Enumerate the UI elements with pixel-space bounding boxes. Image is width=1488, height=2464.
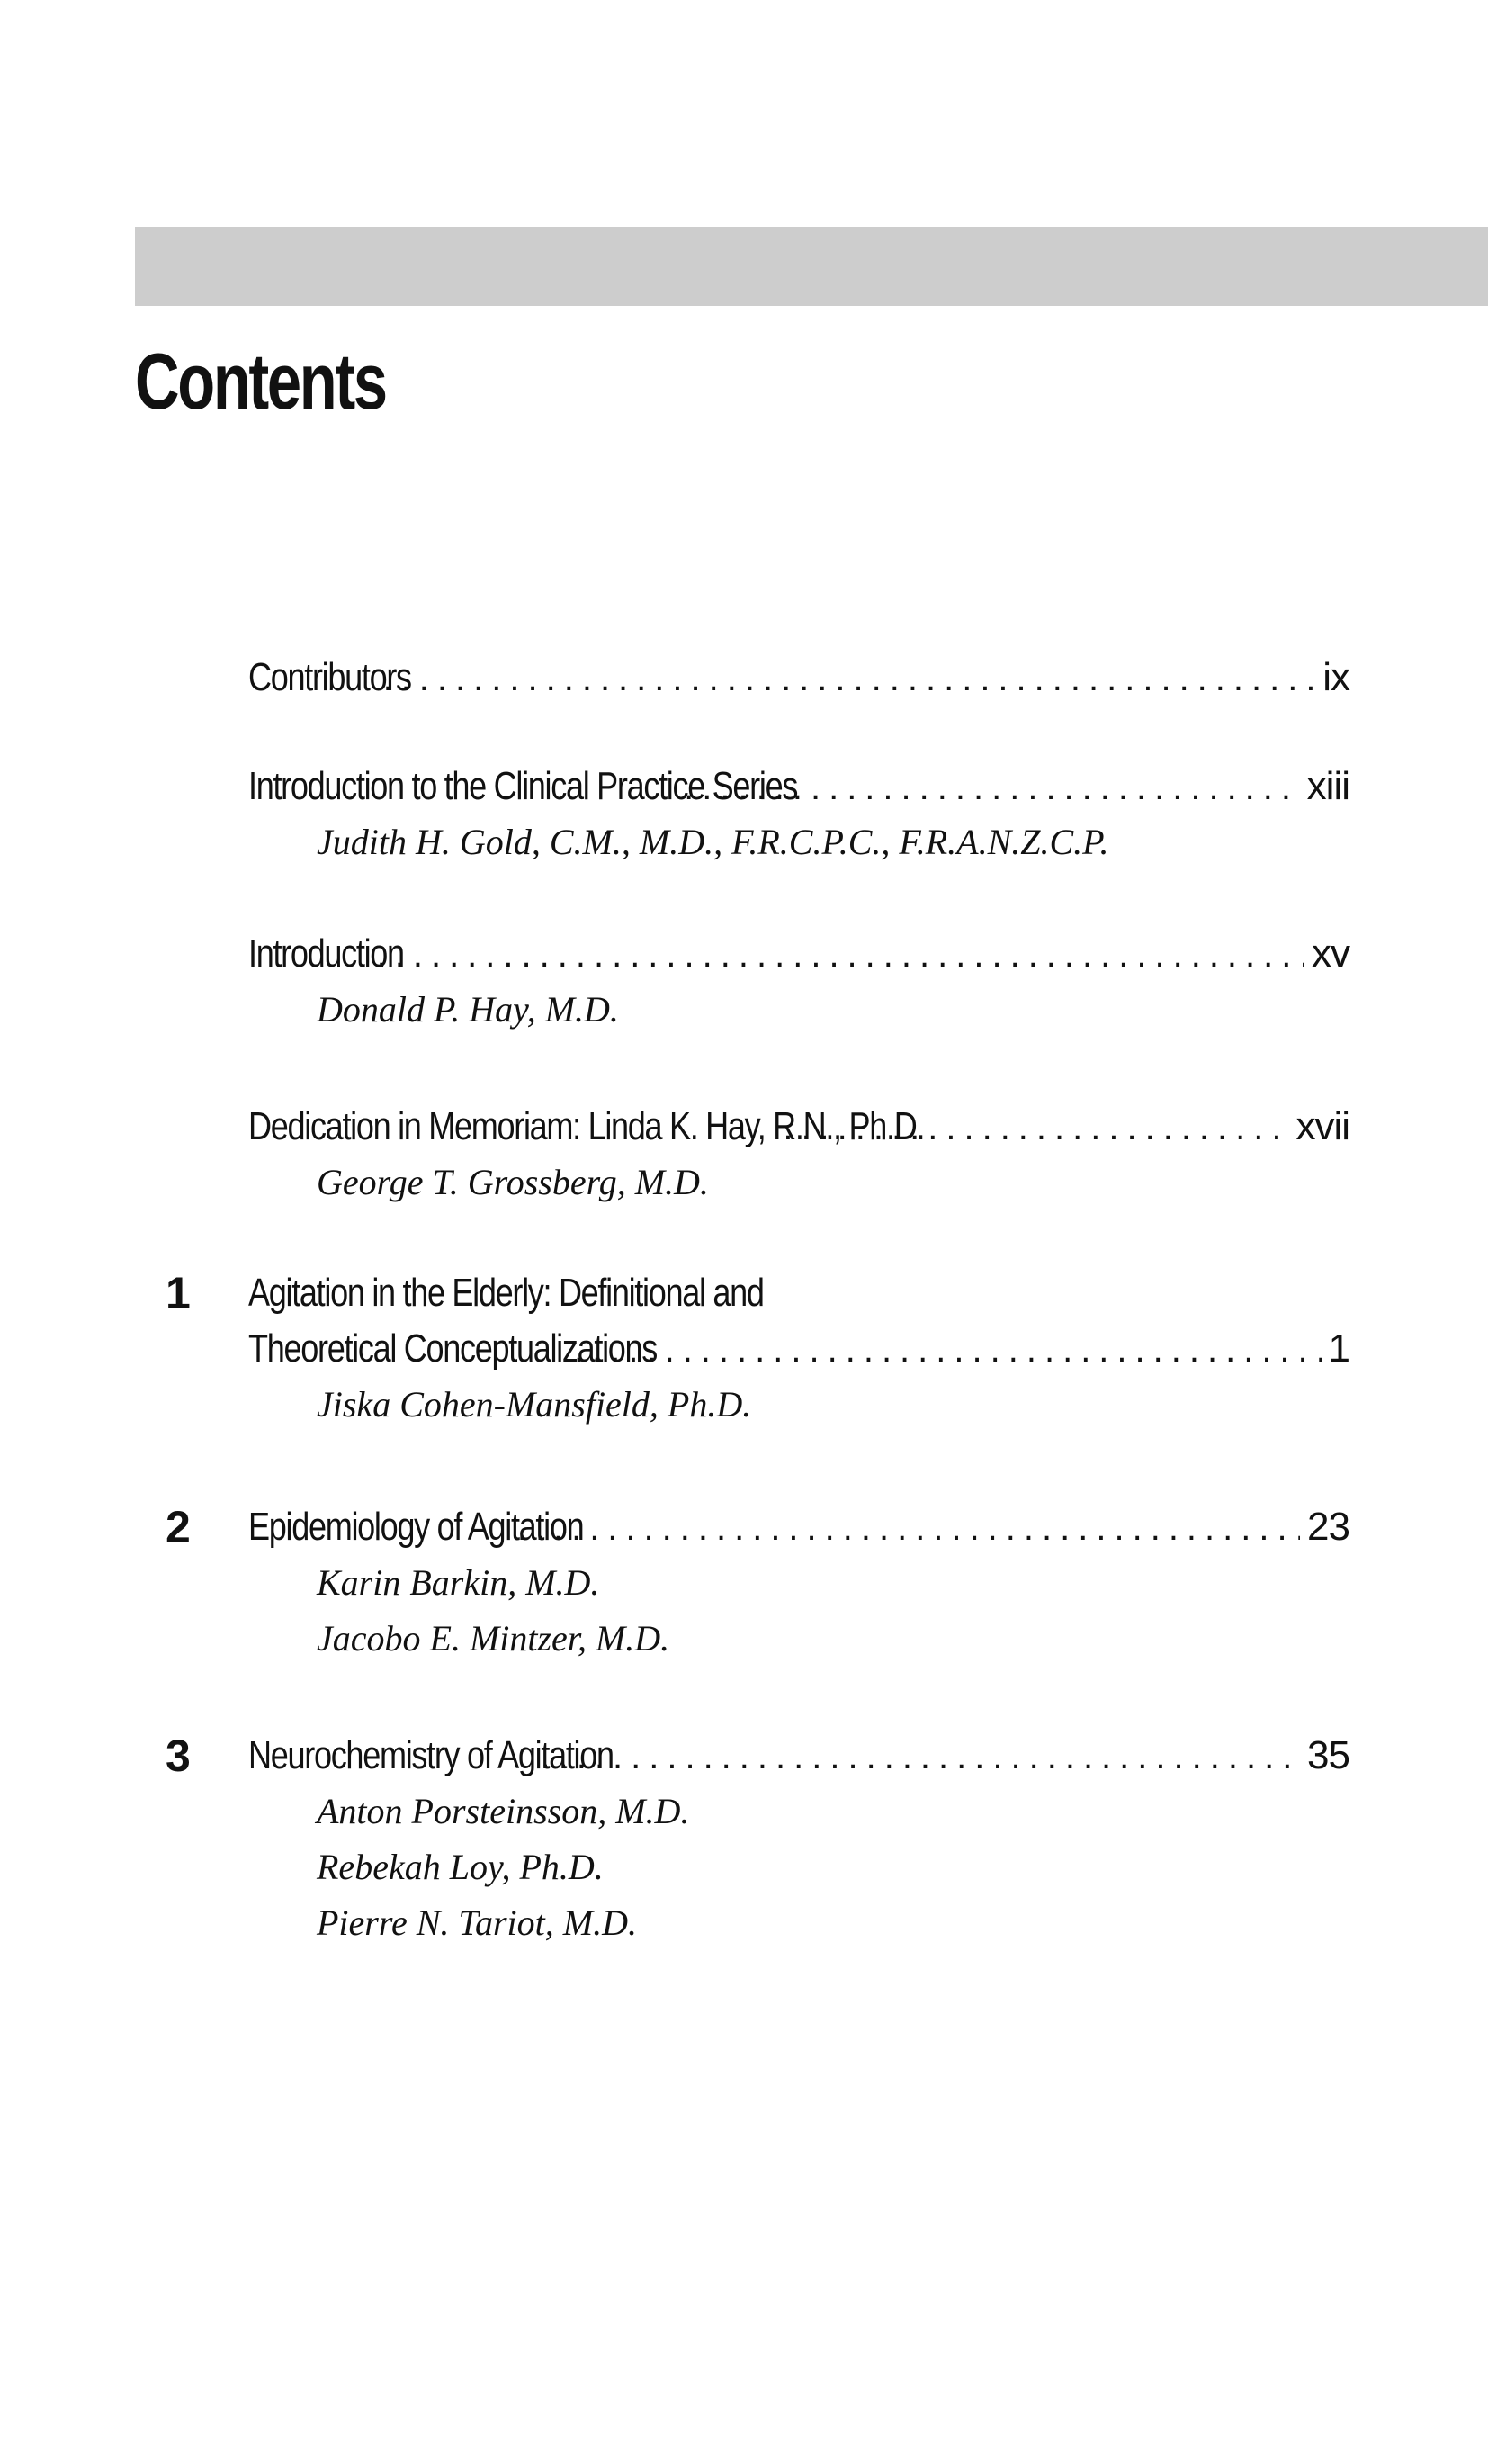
toc-entry-title-line — [248, 1099, 1349, 1155]
toc-entry-dedication[interactable] — [135, 1099, 1349, 1210]
dot-leader — [541, 1729, 1301, 1785]
toc-entry-page: 23 — [1307, 1505, 1349, 1549]
toc-entry-author: Pierre N. Tariot, M.D. — [317, 1902, 637, 1943]
header-gray-bar — [135, 227, 1488, 306]
chapter-number: 3 — [166, 1731, 191, 1781]
chapter-number: 2 — [166, 1502, 191, 1552]
toc-entry-introduction[interactable] — [135, 926, 1349, 1038]
toc-entry-page: xv — [1312, 931, 1349, 976]
toc-entry-title: Dedication in Memoriam: Linda K. Hay, R.N., Ph.D. — [248, 1104, 925, 1148]
toc-entry-chapter-1[interactable] — [135, 1265, 1349, 1433]
toc-entry-author: Jiska Cohen-Mansfield, Ph.D. — [317, 1384, 752, 1425]
toc-entry-author: Donald P. Hay, M.D. — [317, 989, 619, 1030]
toc-entry-title-part: Agitation in the Elderly: Definitional and — [248, 1271, 764, 1315]
dot-leader — [517, 1500, 1300, 1556]
toc-entry-page: xvii — [1295, 1104, 1349, 1148]
toc-entry-author: Karin Barkin, M.D. — [317, 1562, 600, 1603]
toc-entry-title: Theoretical Conceptualizations — [248, 1326, 658, 1371]
toc-entry-title-line-1 — [248, 1265, 1349, 1321]
toc-entry-author: George T. Grossberg, M.D. — [317, 1162, 709, 1202]
toc-entry-page: 1 — [1328, 1326, 1349, 1371]
toc-entry-title-line — [248, 650, 1349, 706]
toc-entry-author: Anton Porsteinsson, M.D. — [317, 1791, 690, 1831]
toc-entry-page: xiii — [1306, 764, 1349, 808]
toc-entry-chapter-3[interactable] — [135, 1728, 1349, 1951]
toc-entry-title-line — [248, 1499, 1349, 1555]
chapter-number: 1 — [166, 1268, 191, 1318]
toc-entry-author: Jacobo E. Mintzer, M.D. — [317, 1618, 670, 1659]
toc-entry-title: Introduction — [248, 931, 404, 976]
toc-entry-title: Epidemiology of Agitation — [248, 1505, 584, 1549]
dot-leader — [574, 1322, 1322, 1378]
toc-entry-chapter-2[interactable] — [135, 1499, 1349, 1667]
toc-entry-author: Judith H. Gold, C.M., M.D., F.R.C.P.C., F.R.A.N.Z.C.P. — [317, 822, 1109, 862]
toc-entry-title: Neurochemistry of Agitation — [248, 1733, 614, 1777]
toc-entry-page: 35 — [1307, 1733, 1349, 1777]
toc-entry-title-line — [248, 759, 1349, 814]
page-title: Contents — [135, 337, 386, 426]
toc-entry-title-line — [248, 926, 1349, 982]
toc-entry-title-line — [248, 1321, 1349, 1377]
toc-entry-title-line — [248, 1728, 1349, 1784]
toc-entry-series-introduction[interactable] — [135, 759, 1349, 870]
toc-entry-contributors[interactable] — [135, 650, 1349, 706]
dot-leader — [377, 927, 1304, 983]
dot-leader — [383, 651, 1316, 706]
toc-entry-page: ix — [1322, 655, 1349, 699]
toc-entry-title: Introduction to the Clinical Practice Series — [248, 764, 798, 808]
toc-entry-author: Rebekah Loy, Ph.D. — [317, 1847, 604, 1887]
toc-entry-title: Contributors — [248, 655, 411, 699]
